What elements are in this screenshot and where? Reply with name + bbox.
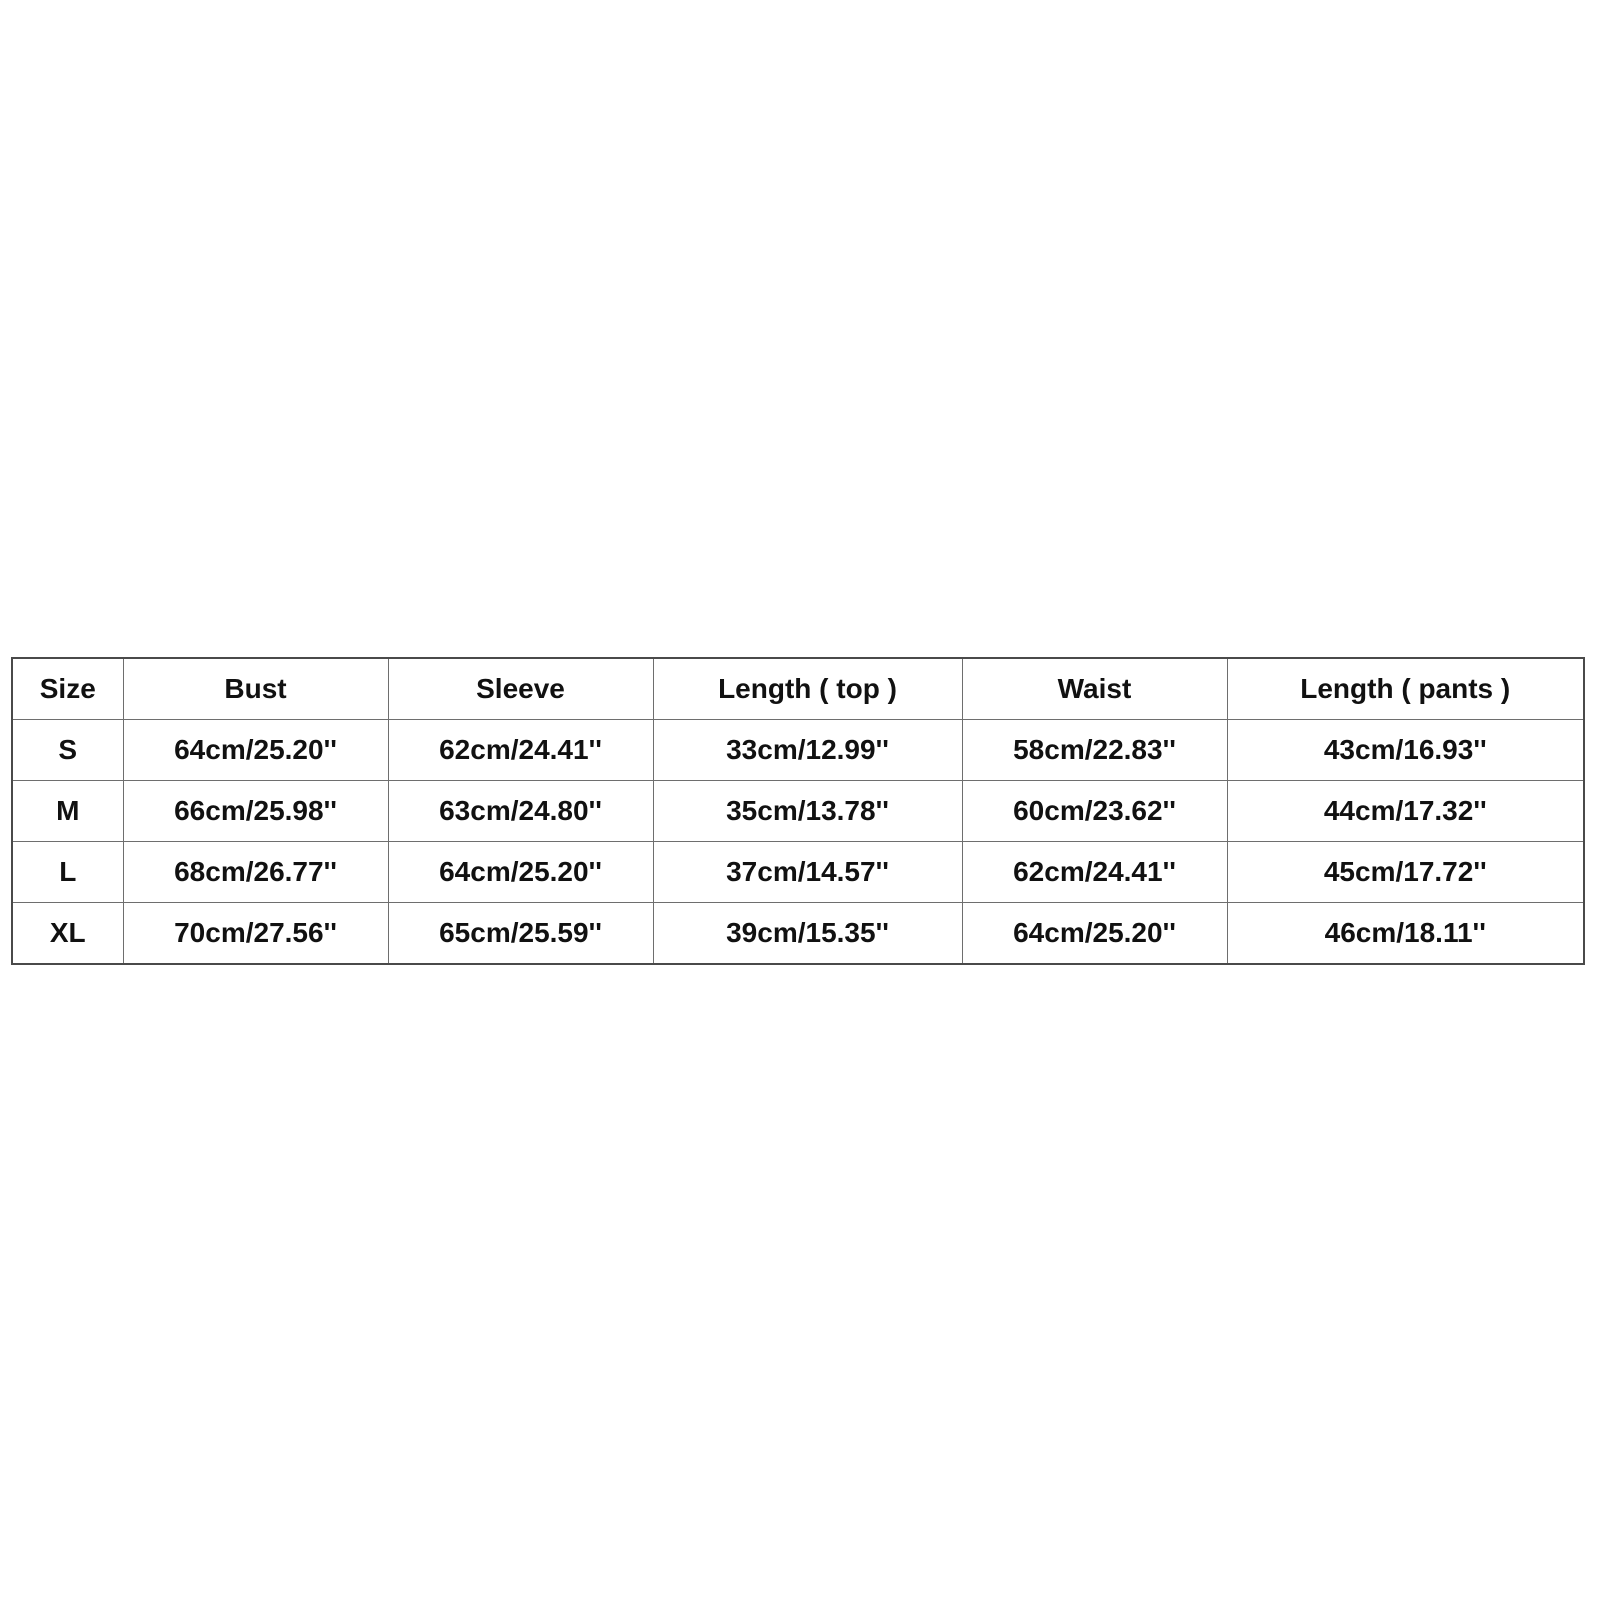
cell-bust: 64cm/25.20'' bbox=[123, 720, 388, 781]
size-chart-header bbox=[12, 658, 1584, 720]
cell-sleeve: 63cm/24.80'' bbox=[388, 781, 653, 842]
cell-sleeve: 62cm/24.41'' bbox=[388, 720, 653, 781]
cell-size: XL bbox=[12, 903, 123, 965]
cell-length-top: 33cm/12.99'' bbox=[653, 720, 962, 781]
table-row-m bbox=[12, 781, 1584, 842]
header-row bbox=[12, 658, 1584, 720]
cell-size: M bbox=[12, 781, 123, 842]
cell-length-pants: 44cm/17.32'' bbox=[1227, 781, 1584, 842]
table-row-s bbox=[12, 720, 1584, 781]
cell-waist: 58cm/22.83'' bbox=[962, 720, 1227, 781]
cell-waist: 60cm/23.62'' bbox=[962, 781, 1227, 842]
header-length-pants: Length ( pants ) bbox=[1227, 658, 1584, 720]
cell-sleeve: 65cm/25.59'' bbox=[388, 903, 653, 965]
cell-bust: 68cm/26.77'' bbox=[123, 842, 388, 903]
cell-length-pants: 43cm/16.93'' bbox=[1227, 720, 1584, 781]
cell-length-top: 37cm/14.57'' bbox=[653, 842, 962, 903]
cell-length-pants: 46cm/18.11'' bbox=[1227, 903, 1584, 965]
cell-size: S bbox=[12, 720, 123, 781]
header-bust: Bust bbox=[123, 658, 388, 720]
cell-sleeve: 64cm/25.20'' bbox=[388, 842, 653, 903]
header-size: Size bbox=[12, 658, 123, 720]
cell-bust: 66cm/25.98'' bbox=[123, 781, 388, 842]
cell-length-pants: 45cm/17.72'' bbox=[1227, 842, 1584, 903]
cell-length-top: 35cm/13.78'' bbox=[653, 781, 962, 842]
cell-size: L bbox=[12, 842, 123, 903]
header-length-top: Length ( top ) bbox=[653, 658, 962, 720]
cell-waist: 62cm/24.41'' bbox=[962, 842, 1227, 903]
cell-length-top: 39cm/15.35'' bbox=[653, 903, 962, 965]
table-row-xl bbox=[12, 903, 1584, 965]
table-row-l bbox=[12, 842, 1584, 903]
size-chart-table bbox=[11, 657, 1585, 965]
header-waist: Waist bbox=[962, 658, 1227, 720]
cell-waist: 64cm/25.20'' bbox=[962, 903, 1227, 965]
size-chart-body bbox=[12, 720, 1584, 965]
header-sleeve: Sleeve bbox=[388, 658, 653, 720]
cell-bust: 70cm/27.56'' bbox=[123, 903, 388, 965]
